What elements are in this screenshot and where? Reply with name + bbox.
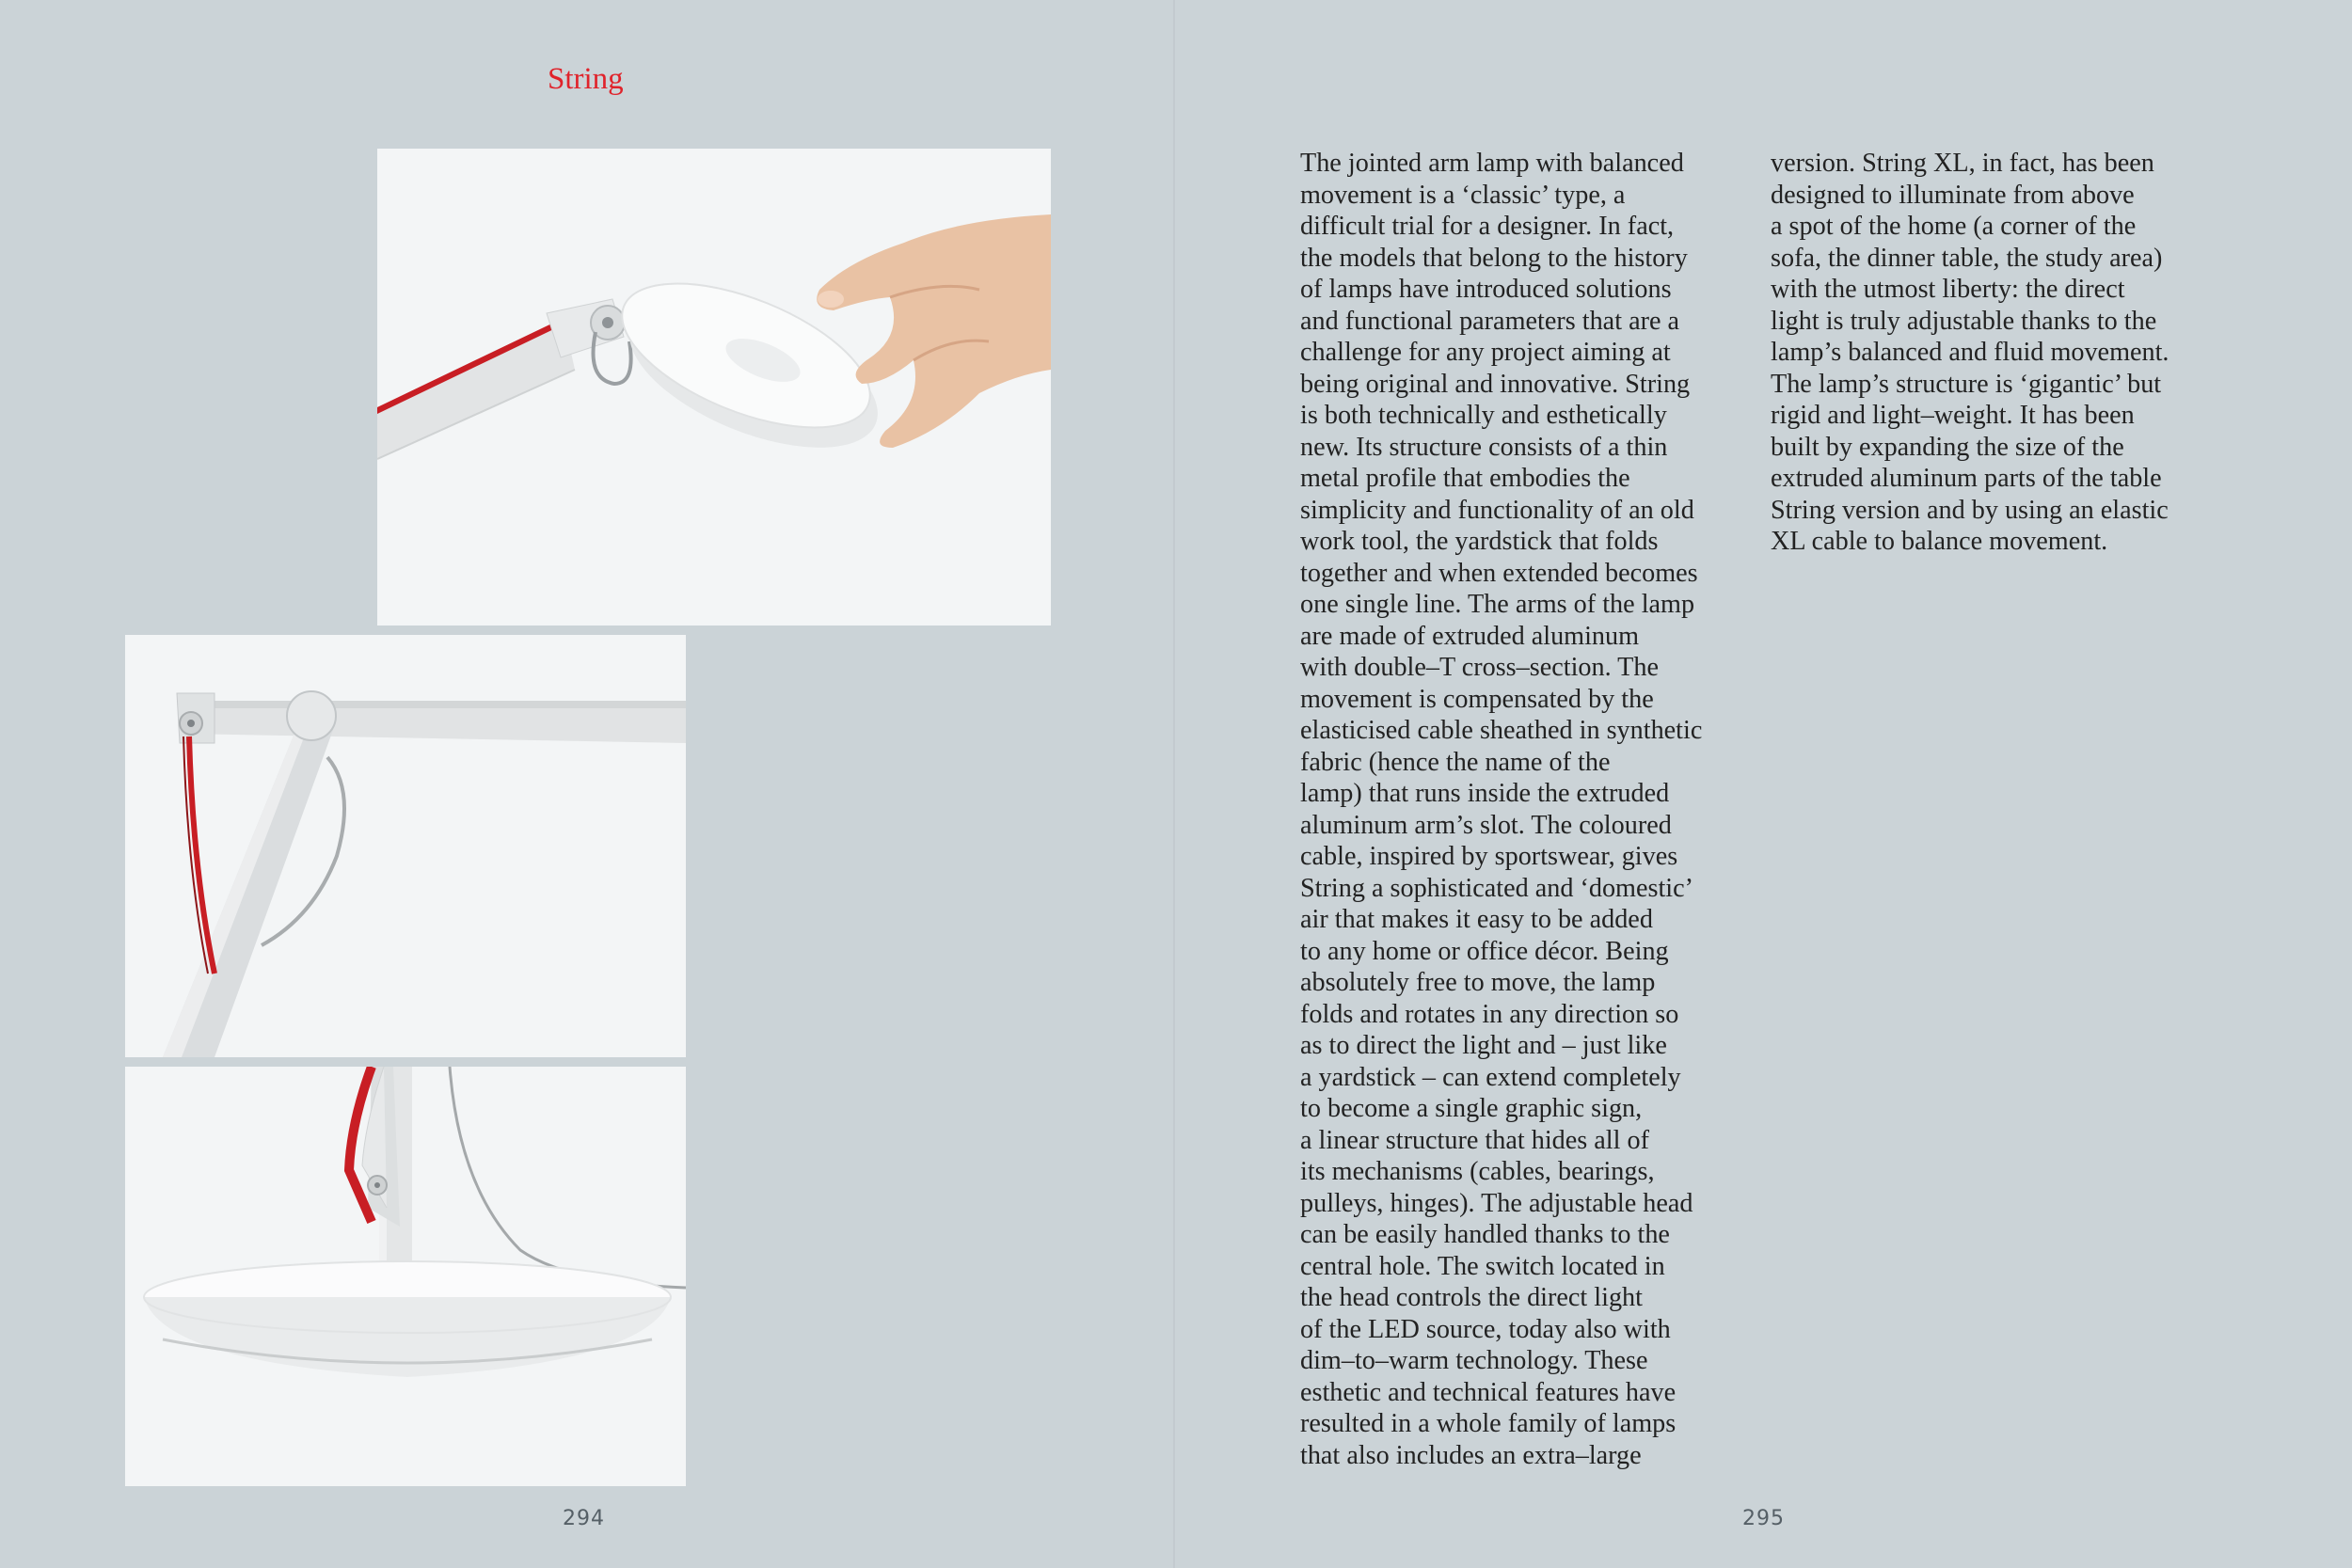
photo-lamp-base-detail — [125, 1067, 686, 1486]
text-line: are made of extruded aluminum — [1300, 621, 1640, 651]
arm-joint-illustration — [125, 635, 686, 1057]
text-line: as to direct the light and – just like — [1300, 1031, 1667, 1060]
text-line: one single line. The arms of the lamp — [1300, 590, 1695, 619]
text-line: work tool, the yardstick that folds — [1300, 527, 1659, 556]
page-number-right: 295 — [1742, 1507, 1785, 1530]
text-line: String a sophisticated and ‘domestic’ — [1300, 873, 1694, 903]
text-line: XL cable to balance movement. — [1771, 527, 2108, 556]
text-line: to become a single graphic sign, — [1300, 1094, 1643, 1123]
text-line: difficult trial for a designer. In fact, — [1300, 212, 1675, 241]
page-number-left: 294 — [563, 1507, 605, 1530]
text-line: central hole. The switch located in — [1300, 1251, 1665, 1281]
text-line: new. Its structure consists of a thin — [1300, 432, 1668, 462]
text-line: light is truly adjustable thanks to the — [1771, 306, 2157, 336]
text-line: being original and innovative. String — [1300, 369, 1691, 399]
body-text-column-1 — [1300, 148, 1771, 1471]
text-line: simplicity and functionality of an old — [1300, 495, 1694, 525]
text-line: a linear structure that hides all of — [1300, 1125, 1649, 1155]
text-line: The lamp’s structure is ‘gigantic’ but — [1771, 369, 2162, 399]
left-page — [0, 0, 1174, 1568]
text-line: with the utmost liberty: the direct — [1771, 275, 2125, 304]
text-line: and functional parameters that are a — [1300, 306, 1680, 336]
text-line: of lamps have introduced solutions — [1300, 275, 1672, 304]
text-line: to any home or office décor. Being — [1300, 936, 1669, 966]
text-line: lamp’s balanced and fluid movement. — [1771, 338, 2169, 367]
text-line: a spot of the home (a corner of the — [1771, 212, 2137, 241]
text-line: movement is a ‘classic’ type, a — [1300, 180, 1626, 210]
text-line: movement is compensated by the — [1300, 684, 1654, 714]
text-line: that also includes an extra–large — [1300, 1440, 1642, 1470]
text-line: extruded aluminum parts of the table — [1771, 464, 2162, 493]
text-line: absolutely free to move, the lamp — [1300, 968, 1656, 997]
text-line: folds and rotates in any direction so — [1300, 999, 1679, 1029]
text-line: metal profile that embodies the — [1300, 464, 1630, 493]
text-line: of the LED source, today also with — [1300, 1314, 1671, 1344]
text-line: the head controls the direct light — [1300, 1283, 1643, 1312]
text-line: air that makes it easy to be added — [1300, 905, 1653, 934]
text-line: cable, inspired by sportswear, gives — [1300, 842, 1678, 871]
photo-lamp-arm-joint-detail — [125, 635, 686, 1057]
text-line: challenge for any project aiming at — [1300, 338, 1671, 367]
text-line: rigid and light–weight. It has been — [1771, 401, 2135, 430]
text-line: is both technically and esthetically — [1300, 401, 1667, 430]
text-line: String version and by using an elastic — [1771, 495, 2169, 525]
text-line: built by expanding the size of the — [1771, 432, 2124, 462]
text-line: elasticised cable sheathed in synthetic — [1300, 716, 1703, 745]
text-line: resulted in a whole family of lamps — [1300, 1409, 1677, 1438]
text-line: together and when extended becomes — [1300, 558, 1698, 588]
text-line: designed to illuminate from above — [1771, 180, 2135, 210]
right-page — [1175, 0, 2352, 1568]
lamp-base-illustration — [125, 1067, 686, 1486]
text-line: esthetic and technical features have — [1300, 1377, 1677, 1407]
text-line: with double–T cross–section. The — [1300, 653, 1659, 682]
text-line: can be easily handled thanks to the — [1300, 1220, 1670, 1249]
text-line: aluminum arm’s slot. The coloured — [1300, 810, 1672, 840]
section-title: String — [548, 62, 624, 96]
photo-hand-adjusting-lamp-head — [377, 149, 1051, 626]
text-line: pulleys, hinges). The adjustable head — [1300, 1188, 1693, 1218]
text-line: version. String XL, in fact, has been — [1771, 149, 2154, 178]
body-text-column-2 — [1771, 148, 2255, 558]
text-line: sofa, the dinner table, the study area) — [1771, 243, 2163, 273]
text-line: fabric (hence the name of the — [1300, 747, 1611, 777]
text-line: a yardstick – can extend completely — [1300, 1062, 1681, 1092]
text-line: dim–to–warm technology. These — [1300, 1346, 1648, 1375]
text-line: lamp) that runs inside the extruded — [1300, 779, 1670, 808]
text-line: its mechanisms (cables, bearings, — [1300, 1157, 1655, 1186]
lamp-head-illustration — [377, 149, 1051, 626]
text-line: the models that belong to the history — [1300, 243, 1688, 273]
text-line: The jointed arm lamp with balanced — [1300, 149, 1684, 178]
